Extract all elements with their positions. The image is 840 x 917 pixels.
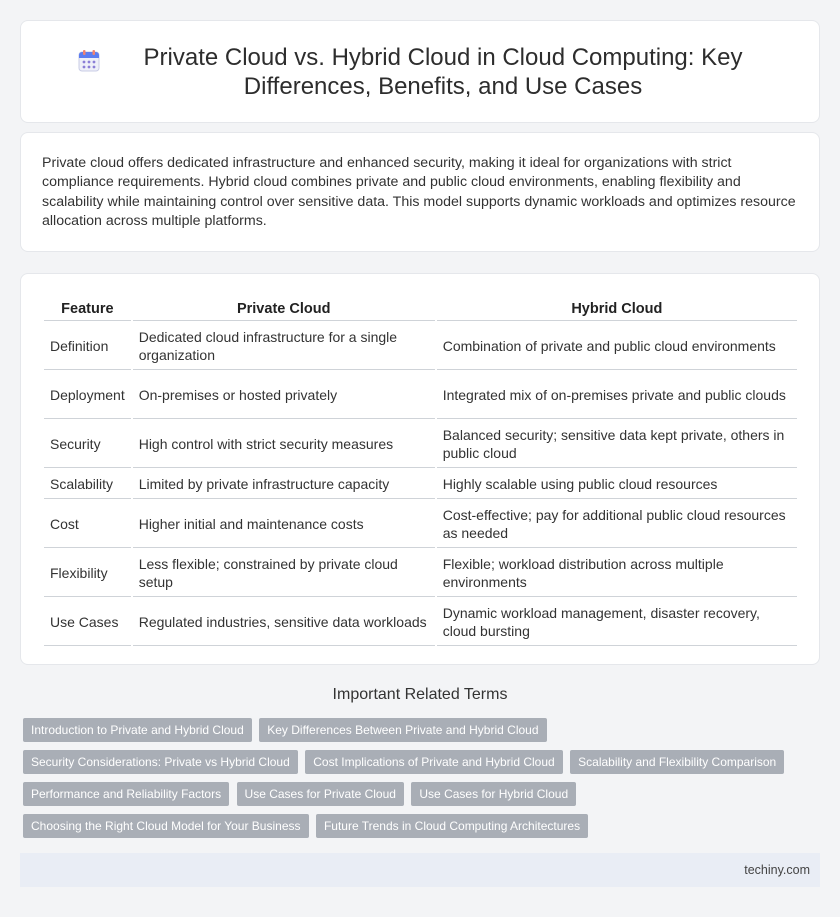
related-term-link[interactable]: Use Cases for Private Cloud [237, 782, 404, 806]
table-row [44, 501, 797, 548]
related-term-link[interactable]: Cost Implications of Private and Hybrid Cloud [305, 750, 562, 774]
footer [20, 853, 820, 887]
intro-text: Private cloud offers dedicated infrastructure and enhanced security, making it ideal for organizations with strict compliance requirements. Hybrid cloud combines private and public cloud environments, enabling flexibility and scalability while maintaining control over sensitive data. This model supports dynamic workloads and optimizes resource allocation across multiple platforms. [42, 155, 796, 230]
cell-private: On-premises or hosted privately [133, 372, 435, 419]
cell-feature: Cost [44, 501, 131, 548]
related-term-link[interactable]: Scalability and Flexibility Comparison [570, 750, 784, 774]
title-wrap [77, 43, 763, 101]
cell-feature: Deployment [44, 372, 131, 419]
header-hybrid-cloud: Hybrid Cloud [437, 297, 797, 321]
cell-hybrid: Flexible; workload distribution across multiple environments [437, 550, 797, 597]
cell-hybrid: Highly scalable using public cloud resources [437, 470, 797, 499]
cell-hybrid: Combination of private and public cloud environments [437, 323, 797, 370]
table-row [44, 372, 797, 419]
related-term-link[interactable]: Key Differences Between Private and Hybrid Cloud [259, 718, 546, 742]
table-row [44, 323, 797, 370]
title-card [20, 20, 820, 123]
cell-hybrid: Dynamic workload management, disaster recovery, cloud bursting [437, 599, 797, 646]
cell-private: High control with strict security measures [133, 421, 435, 468]
related-term-link[interactable]: Use Cases for Hybrid Cloud [411, 782, 576, 806]
cell-private: Higher initial and maintenance costs [133, 501, 435, 548]
cell-private: Regulated industries, sensitive data workloads [133, 599, 435, 646]
page-title: Private Cloud vs. Hybrid Cloud in Cloud Computing: Key Differences, Benefits, and Use Cases [143, 43, 743, 100]
calendar-icon [77, 49, 101, 73]
related-term-link[interactable]: Introduction to Private and Hybrid Cloud [23, 718, 252, 742]
cell-private: Dedicated cloud infrastructure for a single organization [133, 323, 435, 370]
related-term-link[interactable]: Choosing the Right Cloud Model for Your Business [23, 814, 309, 838]
related-terms-title: Important Related Terms [332, 686, 508, 703]
comparison-table [42, 295, 799, 648]
cell-feature: Definition [44, 323, 131, 370]
cell-feature: Use Cases [44, 599, 131, 646]
intro-card [20, 132, 820, 252]
related-term-link[interactable]: Performance and Reliability Factors [23, 782, 229, 806]
cell-feature: Security [44, 421, 131, 468]
cell-private: Less flexible; constrained by private cloud setup [133, 550, 435, 597]
related-term-link[interactable]: Security Considerations: Private vs Hybrid Cloud [23, 750, 298, 774]
footer-brand[interactable]: techiny.com [744, 863, 810, 877]
table-row [44, 470, 797, 499]
table-row [44, 550, 797, 597]
cell-hybrid: Cost-effective; pay for additional public cloud resources as needed [437, 501, 797, 548]
related-term-link[interactable]: Future Trends in Cloud Computing Architectures [316, 814, 588, 838]
related-terms-list [23, 718, 813, 846]
cell-hybrid: Integrated mix of on-premises private and public clouds [437, 372, 797, 419]
table-row [44, 421, 797, 468]
comparison-card [20, 273, 820, 665]
cell-hybrid: Balanced security; sensitive data kept private, others in public cloud [437, 421, 797, 468]
cell-feature: Flexibility [44, 550, 131, 597]
header-private-cloud: Private Cloud [133, 297, 435, 321]
cell-private: Limited by private infrastructure capacity [133, 470, 435, 499]
cell-feature: Scalability [44, 470, 131, 499]
table-header-row [44, 297, 797, 321]
header-feature: Feature [44, 297, 131, 321]
table-row [44, 599, 797, 646]
